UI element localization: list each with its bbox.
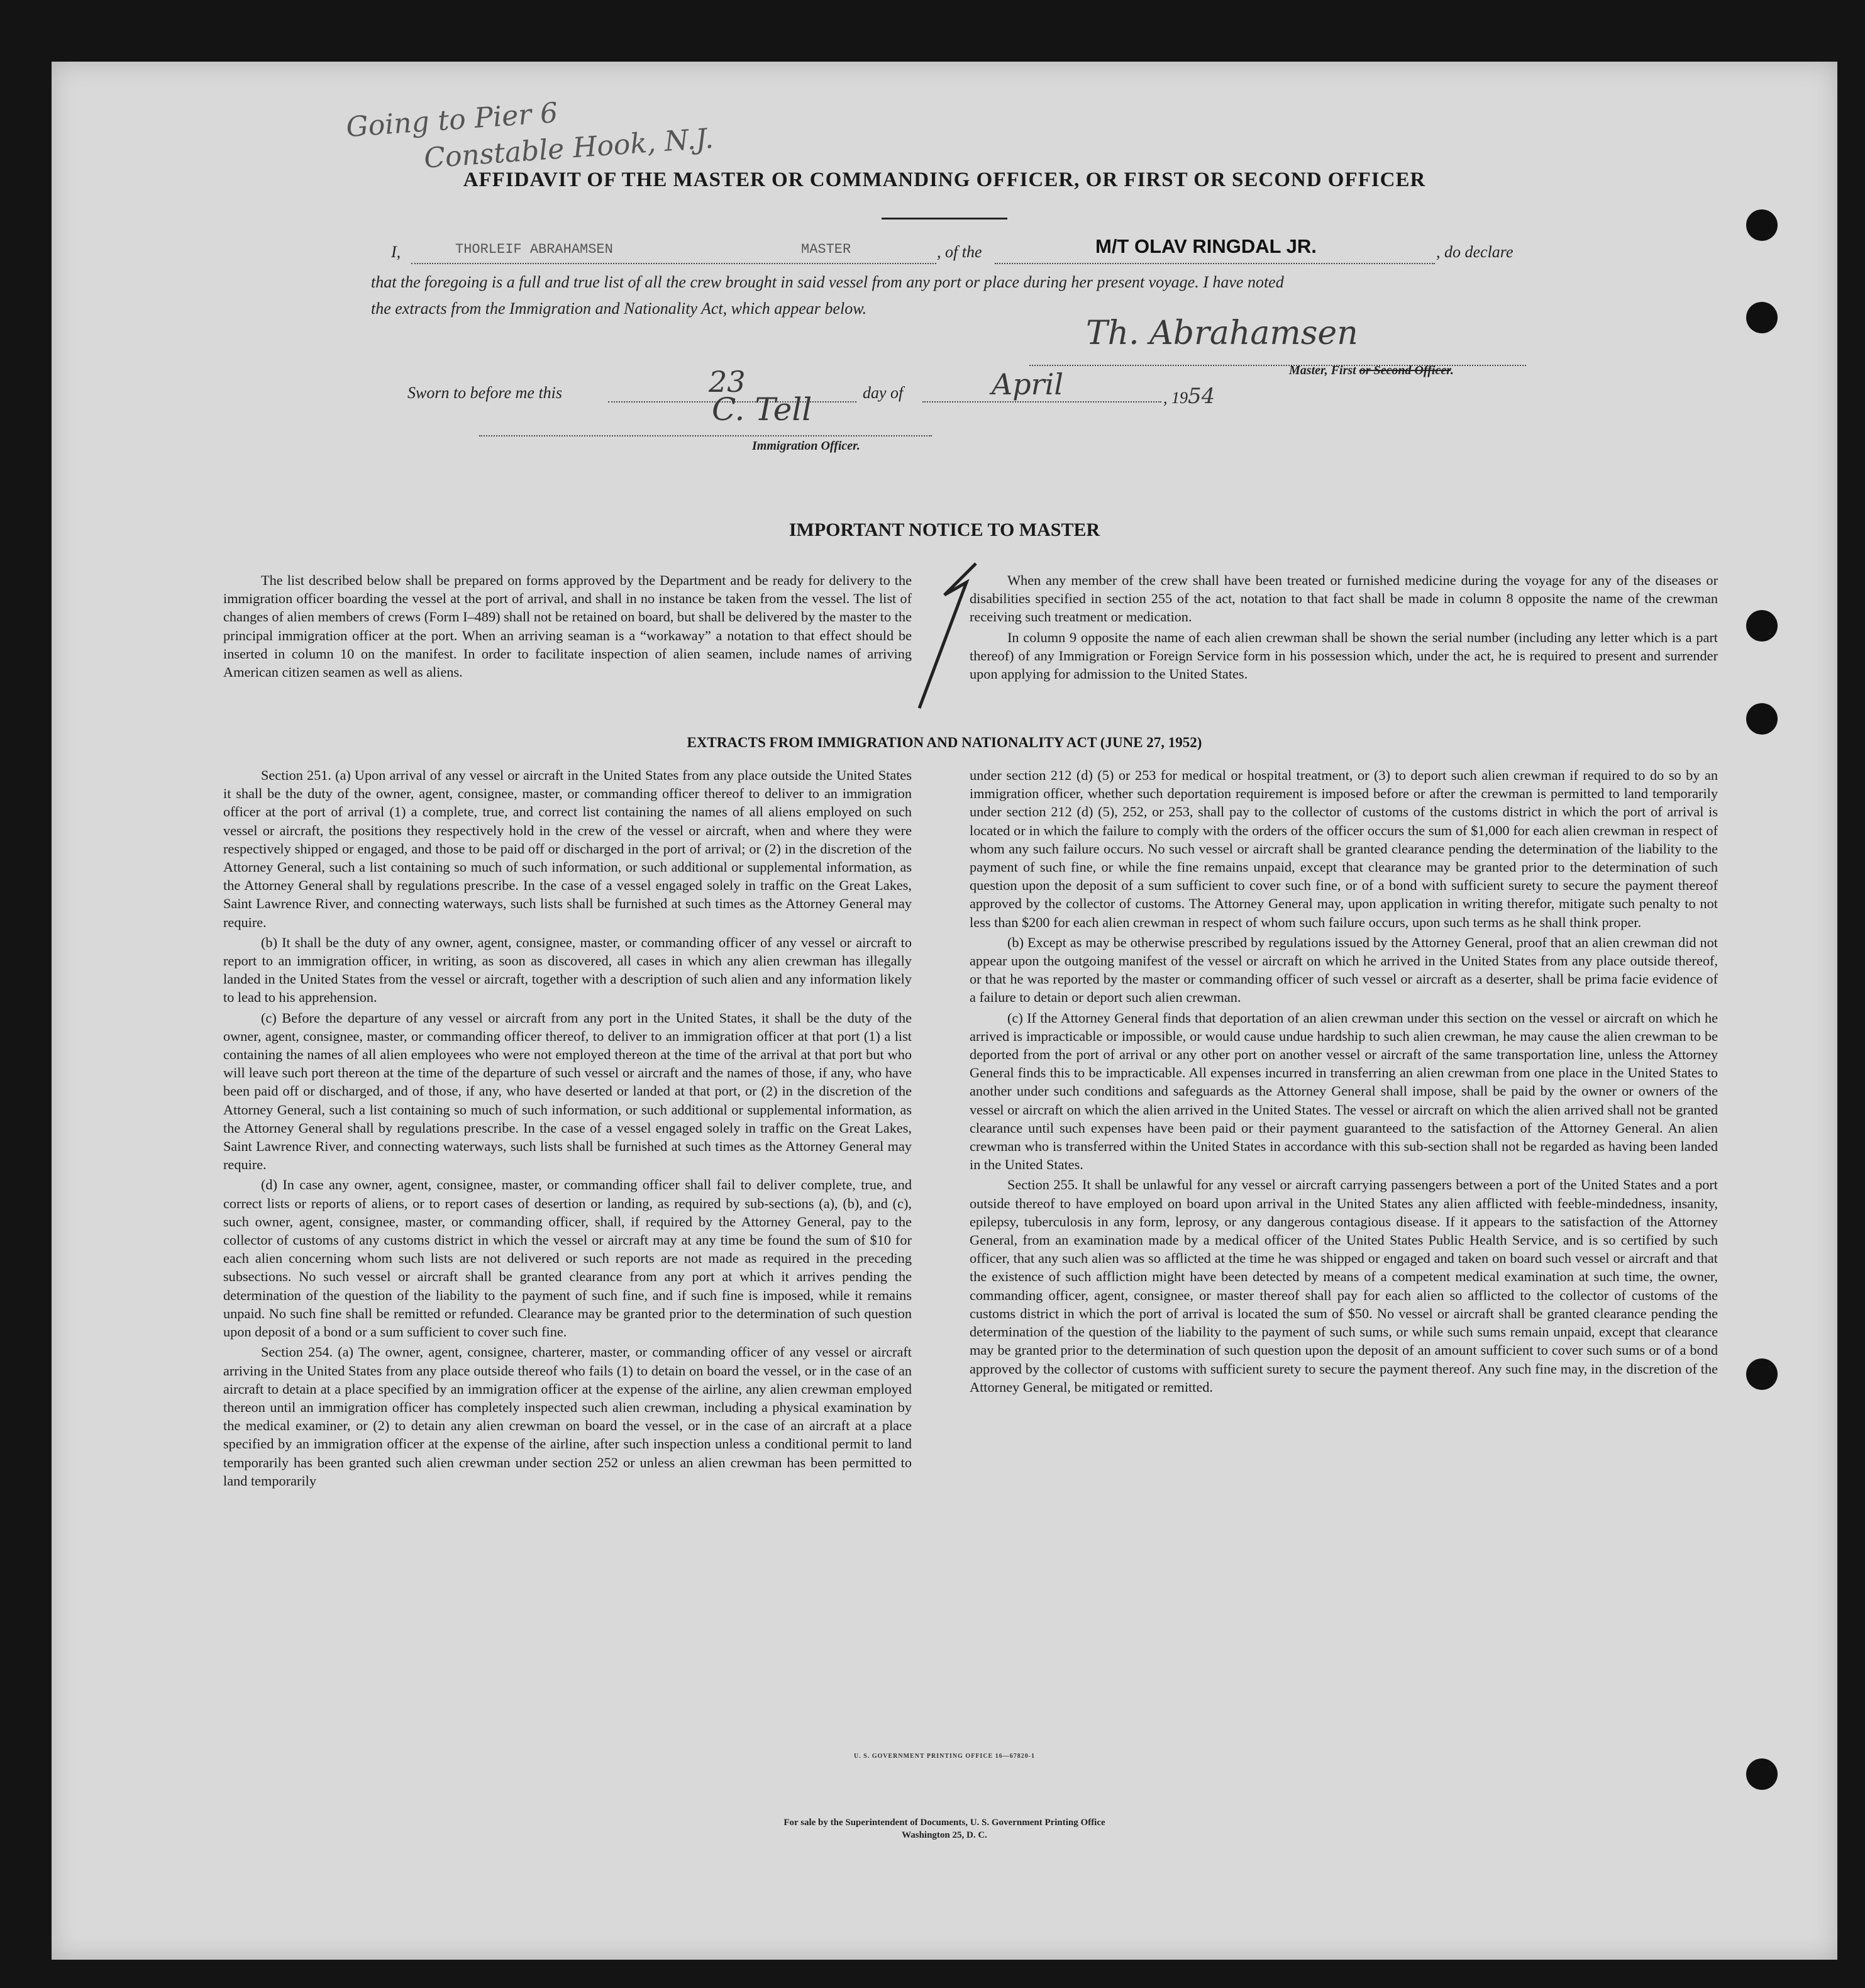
extract-paragraph: Section 254. (a) The owner, agent, consignee, charterer, master, or commanding officer of any vessel or aircraft arriving in the United States from any place outside thereof who fails (1) to detain on board the vessel, or in the case of an aircraft to detain at a place specified by an immigration officer at the expense of the airline, any alien crewman employed thereon until an immigration officer has completely inspected such alien crewman, including a physical examination by the medical examiner, or (2) to detain any alien crewman on board the vessel, or in the case of an aircraft at a place specified by an immigration officer at the expense of the airline, after such inspection unless a conditional permit to land temporarily has been granted such alien crewman under section 252 or unless an alien crewman has been permitted to land temporarily bbox=[223, 1344, 912, 1489]
day-of-label: day of bbox=[863, 384, 904, 402]
notice-paragraph: In column 9 opposite the name of each alien crewman shall be shown the serial number (including any letter which is a part thereof) of any Immigration or Foreign Service form in his possession which, under the act, he is required to present and surrender upon applying for admission to the United States. bbox=[970, 629, 1718, 682]
signature-caption-struck: or Second Officer bbox=[1359, 364, 1451, 377]
handwritten-note-line: Constable Hook, N.J. bbox=[423, 122, 715, 175]
vessel-name: M/T OLAV RINGDAL JR. bbox=[1095, 235, 1317, 257]
punch-hole-icon bbox=[1746, 1358, 1778, 1390]
punch-hole-icon bbox=[1746, 610, 1778, 641]
typed-name: THORLEIF ABRAHAMSEN bbox=[455, 242, 613, 257]
handwritten-note bbox=[345, 84, 715, 182]
punch-hole-icon bbox=[1746, 703, 1778, 735]
footer-line: Washington 25, D. C. bbox=[902, 1830, 987, 1840]
extracts-title: EXTRACTS FROM IMMIGRATION AND NATIONALITY ACT (JUNE 27, 1952) bbox=[687, 735, 1202, 750]
name-field bbox=[411, 238, 936, 264]
extract-paragraph: (c) Before the departure of any vessel or aircraft from any port in the United States, it shall be the duty of the owner, agent, consignee, master, or commanding officer thereof, to deliver to an immigration officer at that port (1) a list containing the names of all alien employees who were not employed thereon at the time of the arrival at that port but who will leave such port thereon at the time of the departure of such vessel or aircraft and the names of those, if any, who have been paid off or discharged, and of those, if any, who have deserted or landed at that port, or (2) in the discretion of the Attorney General, such a list containing so much of such information, or such additional or supplemental information, as the Attorney General shall by regulations prescribe. In the case of a vessel engaged solely in traffic on the Great Lakes, Saint Lawrence River, and connecting waterways, such lists shall be furnished at such times as the Attorney General may require. bbox=[223, 1009, 912, 1173]
i-label: I, bbox=[391, 243, 401, 261]
extract-paragraph: (d) In case any owner, agent, consignee, master, or commanding officer shall fail to deliver complete, true, and correct lists or reports of aliens, or to report cases of desertion or landing, as required by sub-sections (a), (b), and (c), such owner, agent, consignee, master, or commanding officer, shall, if required by the Attorney General, pay to the collector of customs of any customs district in which the vessel or aircraft may at any time be found the sum of $10 for each alien concerning whom such lists are not delivered or such reports are not made as required in the preceding subsections. No such vessel or aircraft shall be granted clearance from any port at which it arrives pending the determination of the question of the liability to the payment of such fine, and if such fine is imposed, while it remains unpaid. No such fine shall be remitted or refunded. Clearance may be granted prior to the determination of such question upon deposit of a bond or a sum sufficient to cover such fine. bbox=[223, 1177, 912, 1340]
master-signature: Th. Abrahamsen bbox=[1086, 314, 1358, 352]
notice-right-column bbox=[970, 571, 1718, 685]
notice-paragraph: The list described below shall be prepared on forms approved by the Department and be ready for delivery to the immigration officer boarding the vessel at the port of arrival, and shall in no instance be taken from the vessel. The list of changes of alien members of crews (Form I–489) shall not be retained on board, but shall be delivered by the master to the principal immigration officer at the port. When an arriving seaman is a “workaway” a notation to that effect should be inserted in column 10 on the manifest. In order to facilitate inspection of alien seamen, include names of arriving American citizen seamen as well as aliens. bbox=[223, 572, 912, 680]
extracts-left-column bbox=[223, 766, 912, 1492]
punch-hole-icon bbox=[1746, 209, 1778, 241]
affidavit-title: AFFIDAVIT OF THE MASTER OR COMMANDING OFFICER, OR FIRST OR SECOND OFFICER bbox=[463, 169, 1426, 191]
gpo-line: U. S. GOVERNMENT PRINTING OFFICE 16—67820-1 bbox=[853, 1753, 1036, 1760]
extract-paragraph: (b) It shall be the duty of any owner, agent, consignee, master, or commanding officer of any vessel or aircraft to report to an immigration officer, in writing, as soon as discovered, all cases in which any alien crewman has illegally landed in the United States from the vessel or aircraft, together with a description of such alien and any information likely to lead to his apprehension. bbox=[223, 934, 912, 1006]
declaration-line-1: that the foregoing is a full and true list of all the crew brought in said vessel from any port or place during her present voyage. I have noted bbox=[371, 273, 1284, 291]
punch-hole-icon bbox=[1746, 1758, 1778, 1790]
notice-paragraph: When any member of the crew shall have been treated or furnished medicine during the voyage for any of the diseases or disabilities specified in section 255 of the act, notation to that fact shall be made in column 8 opposite the name of the crewman receiving such treatment or medication. bbox=[970, 572, 1718, 625]
officer-signature: C. Tell bbox=[712, 391, 812, 428]
extract-paragraph: under section 212 (d) (5) or 253 for medical or hospital treatment, or (3) to deport such alien crewman if required to do so by an immigration officer, whether such deportation requirement is imposed before or after the crewman is permitted to land temporarily under section 212 (d) (5), 252, or 253, shall pay to the collector of customs of the customs district in which the port of arrival is located or in which the failure to comply with the orders of the officer occurs the sum of $1,000 for each alien crewman in respect of whom any such failure occurs. No such vessel or aircraft shall be granted clearance pending the determination of the liability to the payment of such fine, or while the fine remains unpaid, except that clearance may be granted prior to the determination of such question upon the deposit of a sum sufficient to cover such fine, or of a bond with sufficient surety to secure the payment thereof approved by the collector of customs. The Attorney General may, upon application in writing therefor, mitigate such penalty to not less than $200 for each alien crewman in respect of whom such failure occurs, upon such terms as he shall think proper. bbox=[970, 767, 1718, 930]
year-prefix bbox=[1163, 384, 1215, 409]
of-the-label: , of the bbox=[937, 243, 982, 261]
sworn-day: 23 bbox=[709, 365, 746, 399]
vessel-field bbox=[995, 235, 1435, 264]
handwritten-note-line: Going to Pier 6 bbox=[345, 96, 559, 144]
sworn-label: Sworn to before me this bbox=[407, 384, 563, 402]
master-signature-field bbox=[1029, 314, 1526, 366]
signature-caption bbox=[1289, 364, 1454, 378]
footer-line: For sale by the Superintendent of Documents, U. S. Government Printing Office bbox=[783, 1818, 1105, 1828]
sworn-month: April bbox=[992, 367, 1064, 401]
punch-hole-icon bbox=[1746, 302, 1778, 333]
declaration-line-2: the extracts from the Immigration and Nationality Act, which appear below. bbox=[371, 299, 867, 318]
signature-caption-end: . bbox=[1450, 364, 1454, 377]
extracts-right-column bbox=[970, 766, 1718, 1398]
year-suffix: 54 bbox=[1188, 384, 1215, 409]
typed-rank: MASTER bbox=[801, 242, 851, 257]
extract-paragraph: Section 255. It shall be unlawful for any vessel or aircraft carrying passengers between a port of the United States and a port outside thereof to have employed on board upon arrival in the United States any alien afflicted with feeble-mindedness, insanity, epilepsy, tuberculosis in any form, leprosy, or any dangerous contagious disease. If it appears to the satisfaction of the Attorney General, from an examination made by a medical officer of the United States Public Health Service, and is so certified by such officer, that any such alien was so afflicted at the time he was shipped or engaged and taken on board such vessel or aircraft and that the existence of such affliction might have been detected by means of a competent medical examination at such time, the owner, commanding officer, agent, consignee, or master thereof shall pay for each alien so afflicted to the collector of customs of the customs district in which the port of arrival is located the sum of $50. No vessel or aircraft shall be granted clearance pending the determination of the question of the liability to the payment of such sums, or while such sums remain unpaid, except that clearance may be granted prior to the determination of such question upon the deposit of an amount sufficient to cover such sums or of a bond approved by the collector of customs with sufficient surety to secure the payment thereof. Any such fine may, in the discretion of the Attorney General, be mitigated or remitted. bbox=[970, 1177, 1718, 1395]
affidavit-form-page bbox=[52, 62, 1837, 1960]
year-prefix-text: , 19 bbox=[1163, 389, 1188, 407]
title-rule bbox=[882, 218, 1007, 219]
footer bbox=[52, 1816, 1837, 1841]
notice-title: IMPORTANT NOTICE TO MASTER bbox=[789, 519, 1100, 540]
sworn-month-field bbox=[922, 367, 1161, 403]
do-declare-label: , do declare bbox=[1436, 243, 1514, 261]
officer-caption: Immigration Officer. bbox=[752, 439, 860, 453]
extract-paragraph: Section 251. (a) Upon arrival of any vessel or aircraft in the United States from any place outside the United States it shall be the duty of the owner, agent, consignee, master, or commanding officer thereof to deliver to an immigration officer at the port of arrival (1) a complete, true, and correct list containing the names of all aliens employed on such vessel or aircraft, the positions they respectively hold in the crew of the vessel or aircraft, when and where they were respectively shipped or engaged, and those to be paid off or discharged in the port of arrival; or (2) in the discretion of the Attorney General, such a list containing so much of such information, or such additional or supplemental information, as the Attorney General shall by regulations prescribe. In the case of a vessel engaged solely in traffic on the Great Lakes, Saint Lawrence River, and connecting waterways, such lists shall be furnished at such times as the Attorney General may require. bbox=[223, 767, 912, 930]
extract-paragraph: (b) Except as may be otherwise prescribed by regulations issued by the Attorney General, proof that an alien crewman did not appear upon the outgoing manifest of the vessel or aircraft on which he arrived in the United States from any place outside thereof, or that he was reported by the master or commanding officer of such vessel or aircraft as a deserter, shall be prima facie evidence of a failure to detain or deport such alien crewman. bbox=[970, 934, 1718, 1006]
signature-caption-text: Master, First bbox=[1289, 364, 1359, 377]
notice-left-column bbox=[223, 571, 912, 683]
extract-paragraph: (c) If the Attorney General finds that deportation of an alien crewman under this section on the vessel or aircraft on which he arrived is impracticable or impossible, or would cause undue hardship to such alien crewman, he may cause the alien crewman to be deported from the port of arrival or any other port on another vessel or aircraft of the same transportation line, unless the Attorney General finds this to be impracticable. All expenses incurred in transferring an alien crewman from one place in the United States to another under such conditions and safeguards as the Attorney General shall impose, shall be paid by the owner or owners of the vessel or aircraft on which the alien arrived in the United States. The vessel or aircraft on which the alien arrived shall not be granted clearance until such expenses have been paid or their payment guaranteed to the satisfaction of the Attorney General. An alien crewman who is transferred within the United States in accordance with this sub-section shall not be regarded as having been landed in the United States. bbox=[970, 1009, 1718, 1173]
